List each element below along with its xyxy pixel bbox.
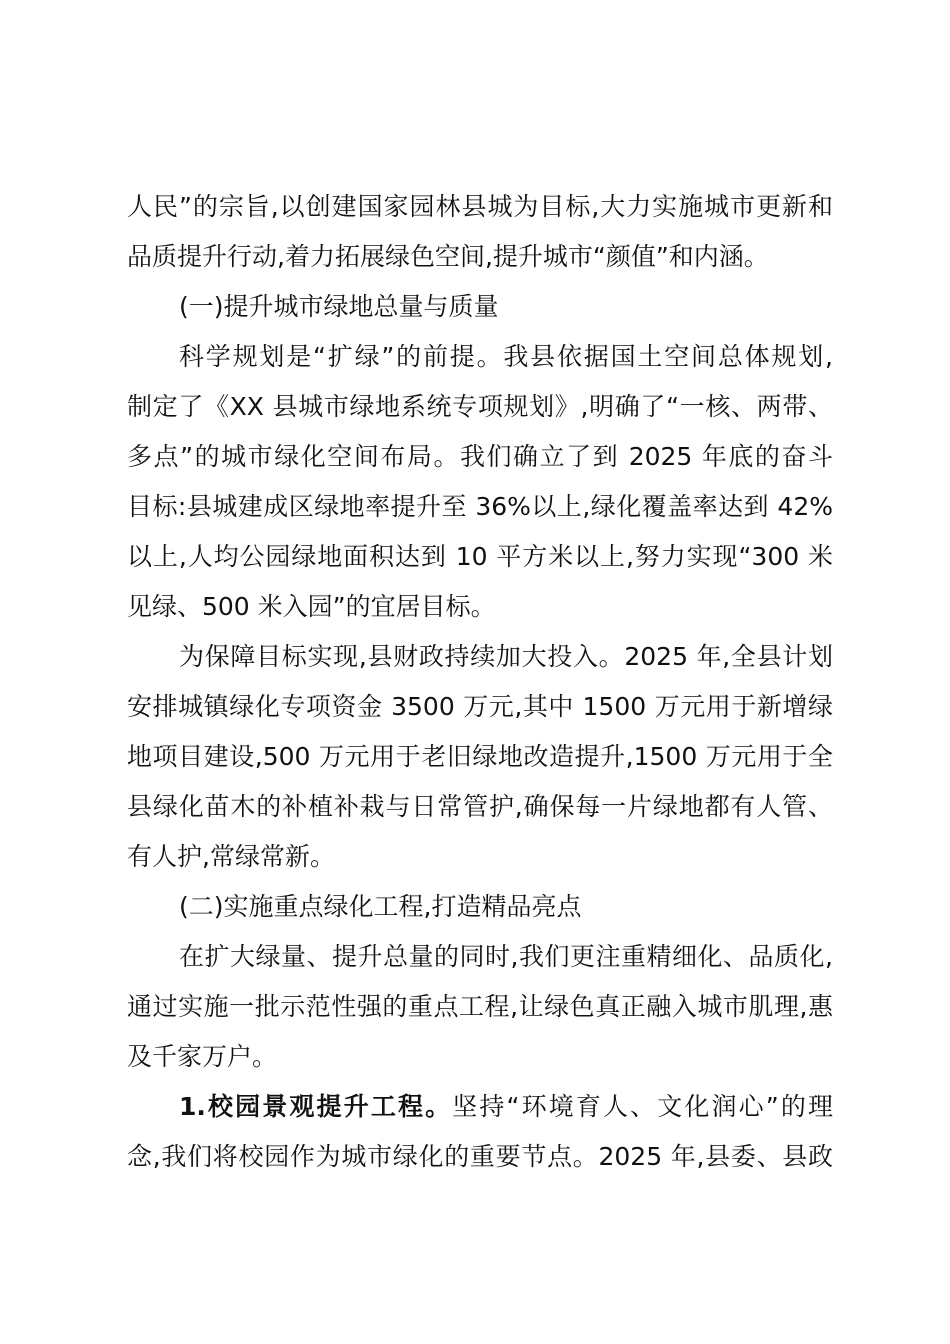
text-line (127, 432, 833, 482)
text-line (127, 332, 833, 382)
line-text: 制定了《XX 县城市绿地系统专项规划》,明确了“一核、两带、 (127, 392, 833, 421)
bold-lead: 1.校园景观提升工程。 (179, 1092, 453, 1121)
paragraph (127, 1082, 833, 1182)
text-line (127, 632, 833, 682)
text-line (127, 1132, 833, 1182)
line-text: 念,我们将校园作为城市绿化的重要节点。2025 年,县委、县政 (127, 1142, 833, 1171)
line-text: 及千家万户。 (127, 1042, 278, 1071)
line-text: 以上,人均公园绿地面积达到 10 平方米以上,努力实现“300 米 (127, 542, 833, 571)
line-text: (二)实施重点绿化工程,打造精品亮点 (179, 892, 582, 921)
line-text: 县绿化苗木的补植补栽与日常管护,确保每一片绿地都有人管、 (127, 792, 833, 821)
line-text: 人民”的宗旨,以创建国家园林县城为目标,大力实施城市更新和 (127, 192, 833, 221)
text-line (127, 482, 833, 532)
line-text: 坚持“环境育人、文化润心”的理 (452, 1092, 833, 1121)
line-text: 见绿、500 米入园”的宜居目标。 (127, 592, 496, 621)
section-heading (127, 882, 833, 932)
text-line (127, 532, 833, 582)
text-line (127, 682, 833, 732)
text-line (127, 732, 833, 782)
text-line (127, 832, 833, 882)
line-text: 通过实施一批示范性强的重点工程,让绿色真正融入城市肌理,惠 (127, 992, 833, 1021)
text-line (127, 1032, 833, 1082)
text-line (127, 382, 833, 432)
line-text: 地项目建设,500 万元用于老旧绿地改造提升,1500 万元用于全 (127, 742, 833, 771)
document-page (127, 182, 833, 1182)
text-line (127, 932, 833, 982)
line-text: 品质提升行动,着力拓展绿色空间,提升城市“颜值”和内涵。 (127, 242, 769, 271)
line-text: 多点”的城市绿化空间布局。我们确立了到 2025 年底的奋斗 (127, 442, 833, 471)
line-text: 目标:县城建成区绿地率提升至 36%以上,绿化覆盖率达到 42% (127, 492, 833, 521)
text-line (127, 182, 833, 232)
section-heading (127, 282, 833, 332)
paragraph (127, 332, 833, 632)
line-text: 在扩大绿量、提升总量的同时,我们更注重精细化、品质化, (179, 942, 833, 971)
line-text: 为保障目标实现,县财政持续加大投入。2025 年,全县计划 (179, 642, 833, 671)
text-line (127, 982, 833, 1032)
text-line (127, 232, 833, 282)
line-text: (一)提升城市绿地总量与质量 (179, 292, 499, 321)
text-line (127, 282, 833, 332)
text-line (127, 1082, 833, 1132)
paragraph (127, 932, 833, 1082)
line-text: 安排城镇绿化专项资金 3500 万元,其中 1500 万元用于新增绿 (127, 692, 833, 721)
text-line (127, 882, 833, 932)
paragraph (127, 182, 833, 282)
line-text: 科学规划是“扩绿”的前提。我县依据国土空间总体规划, (179, 342, 833, 371)
text-line (127, 782, 833, 832)
paragraph (127, 632, 833, 882)
text-line (127, 582, 833, 632)
line-text: 有人护,常绿常新。 (127, 842, 335, 871)
